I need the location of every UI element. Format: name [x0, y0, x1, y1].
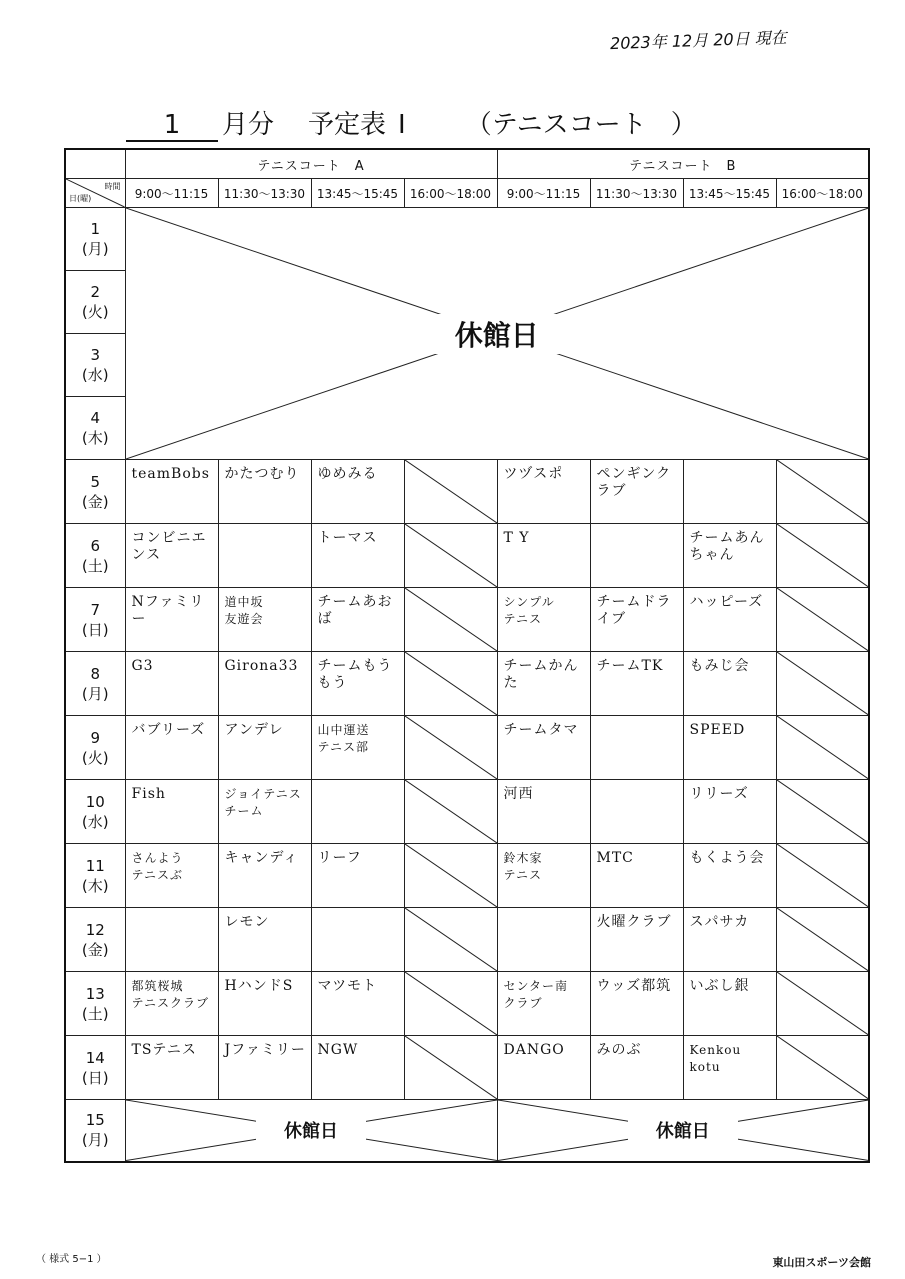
reservation-cell	[683, 716, 776, 780]
reservation-cell	[311, 844, 404, 908]
schedule-label: 予定表	[308, 110, 387, 140]
reservation-cell	[683, 652, 776, 716]
table-row	[65, 844, 869, 908]
reservation-cell	[590, 716, 683, 780]
reservation-cell	[125, 844, 218, 908]
reservation-name: チームタマ	[503, 722, 579, 738]
unavailable-diagonal	[405, 844, 497, 907]
day-cell	[65, 908, 125, 972]
day-number: 6	[90, 536, 101, 555]
reservation-name: 山中運送 テニス部	[317, 723, 370, 754]
table-row	[65, 588, 869, 652]
day-weekday: (金)	[81, 492, 109, 511]
slot-b-1: 9:00～11:15	[497, 179, 590, 208]
unavailable-slot	[776, 1036, 869, 1100]
reservation-name: 鈴木家 テニス	[503, 851, 543, 882]
reservation-name: リーフ	[317, 850, 362, 866]
day-number: 2	[90, 283, 101, 301]
day-weekday: (木)	[81, 876, 109, 895]
paren-open: （	[465, 110, 492, 140]
day-cell	[65, 1100, 125, 1162]
reservation-name: DANGO	[503, 1042, 565, 1058]
closed-label: 休館日	[628, 1117, 738, 1143]
reservation-cell	[218, 844, 311, 908]
reservation-name: チームドライブ	[596, 594, 672, 627]
reservation-cell	[218, 652, 311, 716]
reservation-name: チームもうもう	[317, 658, 393, 691]
unavailable-slot	[776, 844, 869, 908]
reservation-cell	[497, 460, 590, 524]
reservation-name: MTC	[596, 850, 634, 866]
day-weekday: (水)	[81, 812, 109, 831]
unavailable-slot	[404, 460, 497, 524]
reservation-name: アンデレ	[224, 722, 284, 738]
day-cell	[65, 716, 125, 780]
reservation-name: みのぶ	[596, 1042, 642, 1058]
reservation-cell	[683, 844, 776, 908]
reservation-name: マツモト	[317, 978, 378, 994]
unavailable-slot	[776, 460, 869, 524]
reservation-cell	[218, 972, 311, 1036]
day-cell	[65, 652, 125, 716]
reservation-cell	[125, 716, 218, 780]
reservation-cell	[311, 716, 404, 780]
unavailable-slot	[776, 908, 869, 972]
day-number: 4	[90, 409, 101, 427]
reservation-cell	[683, 588, 776, 652]
reservation-cell	[497, 1036, 590, 1100]
day-weekday: (土)	[81, 556, 109, 575]
unavailable-diagonal	[777, 460, 869, 523]
facility-name: テニスコート	[491, 110, 647, 140]
reservation-name: SPEED	[689, 722, 746, 738]
day-number: 11	[85, 856, 105, 875]
day-weekday: (金)	[81, 940, 109, 959]
reservation-name: NGW	[317, 1042, 359, 1058]
reservation-name: ジョイテニス チーム	[224, 787, 302, 818]
reservation-cell	[683, 908, 776, 972]
reservation-name: チームあおば	[317, 594, 393, 627]
unavailable-slot	[404, 652, 497, 716]
reservation-cell	[590, 908, 683, 972]
reservation-name: Girona33	[224, 658, 299, 674]
day-number: 13	[85, 984, 105, 1003]
table-row	[65, 780, 869, 844]
unavailable-slot	[404, 972, 497, 1036]
unavailable-slot	[404, 908, 497, 972]
reservation-name: Nファミリー	[131, 594, 205, 627]
reservation-cell	[497, 524, 590, 588]
slot-a-4: 16:00～18:00	[404, 179, 497, 208]
month-unit: 月分	[222, 110, 275, 140]
slot-b-3: 13:45～15:45	[683, 179, 776, 208]
reservation-cell	[125, 588, 218, 652]
unavailable-slot	[404, 1036, 497, 1100]
reservation-name: 火曜クラブ	[596, 914, 672, 930]
closed-days-block	[125, 208, 869, 460]
reservation-cell	[590, 652, 683, 716]
reservation-cell	[218, 524, 311, 588]
closed-day-court-b	[497, 1100, 869, 1162]
unavailable-diagonal	[405, 780, 497, 843]
reservation-cell	[218, 716, 311, 780]
table-row	[65, 524, 869, 588]
day-weekday: (月)	[81, 1131, 109, 1150]
date-stamp: 2023年 12月 20日 現在	[609, 27, 788, 54]
reservation-cell	[218, 588, 311, 652]
closed-label: 休館日	[256, 1117, 366, 1143]
day-cell	[65, 780, 125, 844]
reservation-name: 都筑桜城 テニスクラブ	[131, 979, 210, 1010]
schedule-roman: Ⅰ	[398, 110, 406, 140]
day-cell	[65, 1036, 125, 1100]
reservation-name: コンビニエンス	[131, 530, 207, 563]
day-cell	[65, 397, 125, 460]
unavailable-slot	[776, 588, 869, 652]
reservation-name: ハッピーズ	[689, 594, 764, 610]
reservation-name: Jファミリー	[224, 1042, 306, 1058]
day-weekday: (火)	[81, 303, 109, 321]
unavailable-diagonal	[405, 1036, 497, 1099]
unavailable-diagonal	[405, 588, 497, 651]
unavailable-diagonal	[777, 716, 869, 779]
reservation-name: もみじ会	[689, 658, 750, 674]
reservation-cell	[683, 1036, 776, 1100]
unavailable-diagonal	[777, 780, 869, 843]
closed-day-court-a	[125, 1100, 497, 1162]
reservation-cell	[590, 524, 683, 588]
table-row	[65, 972, 869, 1036]
reservation-cell	[497, 780, 590, 844]
reservation-name: かたつむり	[224, 466, 300, 482]
day-cell	[65, 208, 125, 271]
reservation-cell	[311, 652, 404, 716]
reservation-name: レモン	[224, 914, 270, 930]
corner-time-label: 時間	[104, 182, 121, 191]
unavailable-diagonal	[777, 908, 869, 971]
reservation-name: ツヅスポ	[503, 466, 564, 482]
reservation-name: リリーズ	[689, 786, 749, 802]
unavailable-slot	[776, 524, 869, 588]
reservation-name: シンプル テニス	[503, 595, 555, 626]
closed-label: 休館日	[417, 314, 577, 354]
unavailable-slot	[776, 652, 869, 716]
unavailable-slot	[404, 588, 497, 652]
reservation-name: ウッズ都筑	[596, 978, 672, 994]
unavailable-slot	[404, 844, 497, 908]
court-a-header: テニスコート A	[125, 149, 497, 179]
day-number: 9	[90, 728, 101, 747]
organization-name: 東山田スポーツ会館	[772, 1256, 871, 1269]
reservation-cell	[311, 588, 404, 652]
reservation-cell	[311, 972, 404, 1036]
slot-a-3: 13:45～15:45	[311, 179, 404, 208]
reservation-name: T Y	[503, 530, 530, 546]
day-weekday: (月)	[81, 684, 109, 703]
reservation-cell	[497, 908, 590, 972]
day-cell	[65, 972, 125, 1036]
day-weekday: (日)	[81, 620, 109, 639]
reservation-cell	[590, 844, 683, 908]
reservation-name: スパサカ	[689, 914, 750, 930]
table-row	[65, 908, 869, 972]
day-number: 8	[90, 664, 101, 683]
page-title	[126, 104, 697, 142]
reservation-cell	[218, 1036, 311, 1100]
reservation-cell	[311, 908, 404, 972]
reservation-name: teamBobs	[131, 466, 210, 482]
day-cell	[65, 524, 125, 588]
day-weekday: (日)	[81, 1068, 109, 1087]
reservation-name: いぶし銀	[689, 978, 750, 994]
unavailable-diagonal	[777, 524, 869, 587]
reservation-cell	[683, 524, 776, 588]
form-number: （ 様式 5−1 ）	[36, 1254, 107, 1265]
reservation-cell	[590, 460, 683, 524]
reservation-cell	[683, 972, 776, 1036]
table-row	[65, 460, 869, 524]
month-value: 1	[126, 110, 218, 142]
unavailable-slot	[404, 780, 497, 844]
reservation-cell	[311, 780, 404, 844]
reservation-cell	[683, 780, 776, 844]
reservation-name: Kenkou kotu	[689, 1043, 742, 1074]
reservation-cell	[497, 844, 590, 908]
reservation-name: 河西	[503, 786, 534, 802]
reservation-cell	[125, 780, 218, 844]
unavailable-diagonal	[777, 972, 869, 1035]
reservation-cell	[497, 716, 590, 780]
corner-blank	[65, 149, 125, 179]
unavailable-diagonal	[405, 972, 497, 1035]
unavailable-diagonal	[405, 716, 497, 779]
unavailable-diagonal	[405, 652, 497, 715]
reservation-name: Fish	[131, 786, 166, 802]
day-cell	[65, 844, 125, 908]
unavailable-slot	[404, 716, 497, 780]
reservation-name: チームあんちゃん	[689, 530, 765, 563]
reservation-cell	[125, 908, 218, 972]
reservation-name: G3	[131, 658, 154, 674]
reservation-cell	[125, 972, 218, 1036]
reservation-cell	[311, 524, 404, 588]
reservation-name: バブリーズ	[131, 722, 206, 738]
court-b-header: テニスコート B	[497, 149, 869, 179]
unavailable-diagonal	[777, 1036, 869, 1099]
reservation-cell	[125, 652, 218, 716]
day-cell	[65, 334, 125, 397]
day-cell	[65, 271, 125, 334]
paren-close: ）	[670, 110, 697, 140]
reservation-cell	[125, 460, 218, 524]
reservation-name: さんよう テニスぶ	[131, 851, 184, 882]
reservation-cell	[218, 780, 311, 844]
unavailable-diagonal	[777, 844, 869, 907]
schedule-table	[64, 148, 870, 1163]
unavailable-diagonal	[405, 460, 497, 523]
day-number: 1	[90, 220, 101, 238]
day-number: 7	[90, 600, 101, 619]
reservation-cell	[218, 460, 311, 524]
slot-b-4: 16:00～18:00	[776, 179, 869, 208]
reservation-cell	[497, 588, 590, 652]
reservation-name: TSテニス	[131, 1042, 197, 1058]
day-number: 14	[85, 1048, 105, 1067]
day-weekday: (月)	[81, 240, 109, 258]
reservation-cell	[311, 1036, 404, 1100]
day-weekday: (土)	[81, 1004, 109, 1023]
unavailable-diagonal	[405, 908, 497, 971]
slot-a-1: 9:00～11:15	[125, 179, 218, 208]
reservation-cell	[125, 524, 218, 588]
table-row	[65, 1036, 869, 1100]
day-cell	[65, 460, 125, 524]
reservation-name: ペンギンクラブ	[596, 466, 672, 499]
reservation-cell	[125, 1036, 218, 1100]
reservation-name: HハンドS	[224, 978, 294, 994]
reservation-name: キャンディ	[224, 850, 299, 866]
reservation-cell	[497, 972, 590, 1036]
day-number: 5	[90, 472, 101, 491]
unavailable-slot	[776, 780, 869, 844]
unavailable-slot	[404, 524, 497, 588]
unavailable-diagonal	[777, 652, 869, 715]
corner-cell	[65, 179, 125, 208]
day-cell	[65, 588, 125, 652]
day-number: 10	[85, 792, 105, 811]
reservation-cell	[218, 908, 311, 972]
reservation-name: チームTK	[596, 658, 664, 674]
day-number: 15	[85, 1111, 105, 1130]
day-weekday: (木)	[81, 429, 109, 447]
reservation-cell	[497, 652, 590, 716]
slot-a-2: 11:30～13:30	[218, 179, 311, 208]
reservation-name: もくよう会	[689, 850, 765, 866]
reservation-name: センター南 クラブ	[503, 979, 569, 1010]
reservation-cell	[590, 780, 683, 844]
day-weekday: (水)	[81, 366, 109, 384]
unavailable-slot	[776, 716, 869, 780]
reservation-name: チームかんた	[503, 658, 579, 691]
slot-b-2: 11:30～13:30	[590, 179, 683, 208]
unavailable-diagonal	[777, 588, 869, 651]
reservation-name: トーマス	[317, 530, 378, 546]
unavailable-diagonal	[405, 524, 497, 587]
day-weekday: (火)	[81, 748, 109, 767]
unavailable-slot	[776, 972, 869, 1036]
day-number: 12	[85, 920, 105, 939]
reservation-name: ゆめみる	[317, 466, 378, 482]
reservation-cell	[590, 588, 683, 652]
corner-day-label: 日(曜)	[69, 194, 92, 203]
reservation-cell	[683, 460, 776, 524]
reservation-cell	[590, 972, 683, 1036]
table-row	[65, 652, 869, 716]
reservation-cell	[311, 460, 404, 524]
reservation-cell	[590, 1036, 683, 1100]
reservation-name: 道中坂 友遊会	[224, 595, 264, 626]
day-number: 3	[90, 346, 101, 364]
table-row	[65, 716, 869, 780]
